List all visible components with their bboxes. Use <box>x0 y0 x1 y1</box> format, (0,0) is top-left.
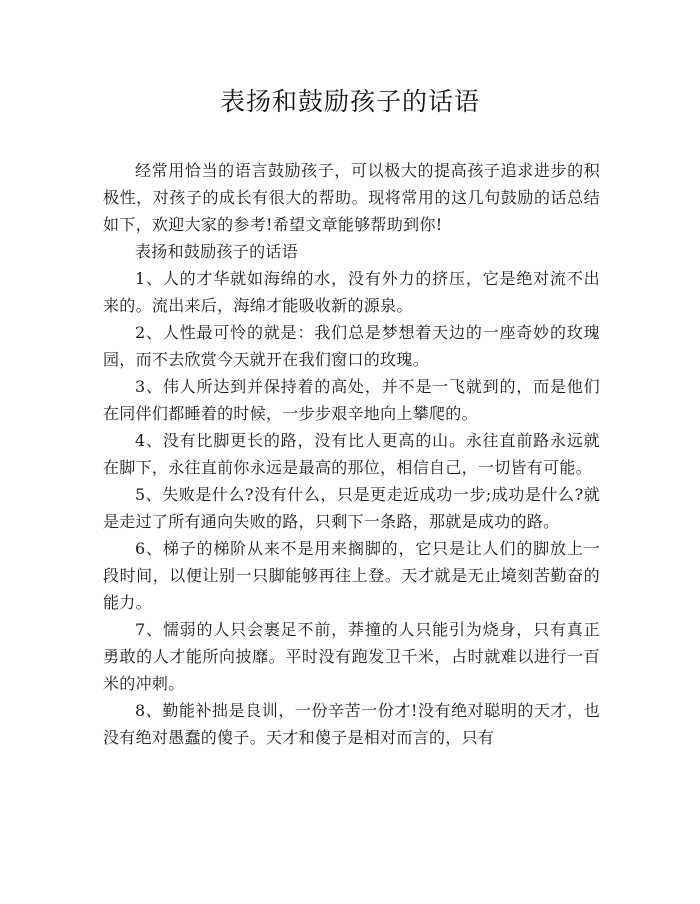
section-subtitle: 表扬和鼓励孩子的话语 <box>135 242 299 261</box>
list-item: 2、人性最可怜的就是：我们总是梦想着天边的一座奇妙的玫瑰园，而不去欣赏今天就开在我们窗口的玫瑰。 <box>103 323 600 369</box>
list-item: 4、没有比脚更长的路，没有比人更高的山。永往直前路永远就在脚下，永往直前你永远是最高的那位，相信自己，一切皆有可能。 <box>103 431 600 477</box>
list-item: 1、人的才华就如海绵的水，没有外力的挤压，它是绝对流不出来的。流出来后，海绵才能吸收新的源泉。 <box>103 269 600 315</box>
document-title: 表扬和鼓励孩子的话语 <box>219 87 480 116</box>
list-item: 3、伟人所达到并保持着的高处，并不是一飞就到的，而是他们在同伴们都睡着的时候，一步步艰辛地向上攀爬的。 <box>103 377 600 423</box>
intro-paragraph: 经常用恰当的语言鼓励孩子，可以极大的提高孩子追求进步的积极性，对孩子的成长有很大的帮助。现将常用的这几句鼓励的话总结如下，欢迎大家的参考!希望文章能够帮助到你! <box>103 161 600 234</box>
list-item: 5、失败是什么?没有什么，只是更走近成功一步;成功是什么?就是走过了所有通向失败的路，只剩下一条路，那就是成功的路。 <box>103 485 600 531</box>
list-item: 8、勤能补拙是良训，一份辛苦一份才!没有绝对聪明的天才，也没有绝对愚蠢的傻子。天才和傻子是相对而言的，只有 <box>103 701 600 747</box>
list-item: 7、懦弱的人只会裹足不前，莽撞的人只能引为烧身，只有真正勇敢的人才能所向披靡。平时没有跑发卫千米，占时就难以进行一百米的冲刺。 <box>103 620 600 693</box>
list-item: 6、梯子的梯阶从来不是用来搁脚的，它只是让人们的脚放上一段时间，以便让别一只脚能够再往上登。天才就是无止境刻苦勤奋的能力。 <box>103 539 600 612</box>
document-body <box>103 157 600 751</box>
